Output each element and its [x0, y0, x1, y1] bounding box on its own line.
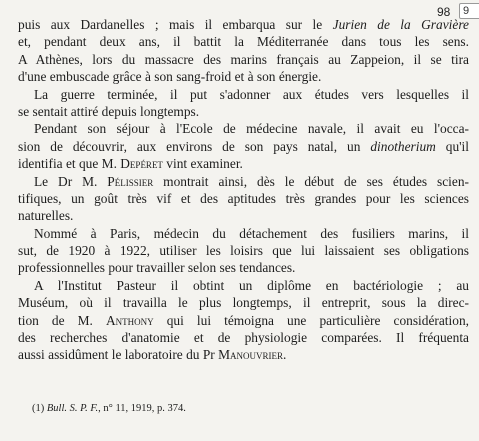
small-caps-name: Pélissier [107, 173, 154, 189]
text-line [18, 86, 469, 103]
text-segment: et, pendant deux ans, il battit la Méditerranée dans tous les sens. [18, 34, 469, 50]
text-segment: Le Dr M. [34, 173, 108, 189]
text-segment: tion de M. [18, 312, 106, 328]
small-caps-name: Depéret [120, 156, 163, 172]
text-segment: qui lui témoigna une particulière considération, [153, 312, 469, 328]
text-line [18, 207, 469, 224]
text-line [18, 51, 469, 68]
text-line [18, 242, 469, 259]
text-segment: des recherches d'anatomie et de physiologie comparées. Il fréquenta [18, 330, 469, 346]
body-text [18, 16, 469, 364]
text-segment: aussi assidûment le laboratoire du Pr [18, 347, 219, 363]
text-segment: sut, de 1920 à 1922, utiliser les loisirs que lui laissaient ses obligations [18, 243, 469, 259]
text-segment: professionnelles pour travailler selon ses tendances. [18, 260, 296, 276]
text-segment: La guerre terminée, il put s'adonner aux études vers lesquelles il [34, 86, 469, 102]
text-line [18, 294, 469, 311]
small-caps-name: Manouvrier [218, 347, 283, 363]
text-segment: sion de découvrir, aux environs de son pays natal, un [18, 138, 371, 154]
text-line [18, 173, 469, 190]
italic-text: Jurien de la Gravière [332, 17, 469, 32]
text-segment: identifia et que M. [18, 156, 121, 172]
page-number-tab[interactable]: 9 [459, 3, 479, 19]
text-segment: d'une embuscade grâce à son sang-froid et à son énergie. [18, 69, 322, 85]
text-line [18, 16, 469, 33]
text-line [18, 225, 469, 242]
text-line [18, 138, 469, 155]
footnote [32, 402, 186, 416]
text-segment: A l'Institut Pasteur il obtint un diplôme en bactériologie ; au [34, 277, 469, 293]
italic-text: dinotherium [370, 138, 436, 154]
text-line [18, 259, 469, 276]
text-segment: naturelles. [18, 208, 74, 224]
text-segment: . [282, 347, 287, 363]
text-segment: puis aux Dardanelles ; mais il embarqua sur le [18, 17, 333, 32]
text-line [18, 120, 469, 137]
text-segment: (1) [32, 403, 47, 414]
text-line [18, 103, 469, 120]
text-line [18, 346, 469, 363]
page-number: 98 [437, 5, 451, 19]
text-segment: , n° 11, 1919, p. 374. [98, 403, 186, 414]
text-line [18, 277, 469, 294]
text-segment: qu'il [435, 138, 469, 154]
text-segment: Pendant son séjour à l'Ecole de médecine navale, il avait eu l'occa- [34, 121, 469, 137]
italic-text: Bull. S. P. F. [46, 403, 99, 414]
text-segment: vint examiner. [162, 156, 243, 172]
small-caps-name: Anthony [105, 312, 154, 328]
text-segment: tifiques, un goût très vif et des aptitudes très grandes pour les sciences [18, 190, 469, 206]
text-segment: Muséum, où il travailla le plus longtemps, il entreprit, sous la direc- [18, 295, 469, 311]
text-segment: Nommé à Paris, médecin du détachement des fusiliers marins, il [34, 225, 469, 241]
text-segment: A Athènes, lors du massacre des marins français au Zappeion, il se tira [18, 51, 469, 67]
text-line [18, 329, 469, 346]
text-segment: se sentait attiré depuis longtemps. [18, 103, 200, 119]
text-line [18, 155, 469, 172]
text-line [18, 190, 469, 207]
text-line [18, 312, 469, 329]
text-line [18, 33, 469, 50]
text-segment: montrait ainsi, dès le début de ses études scien- [153, 173, 469, 189]
text-line [18, 68, 469, 85]
